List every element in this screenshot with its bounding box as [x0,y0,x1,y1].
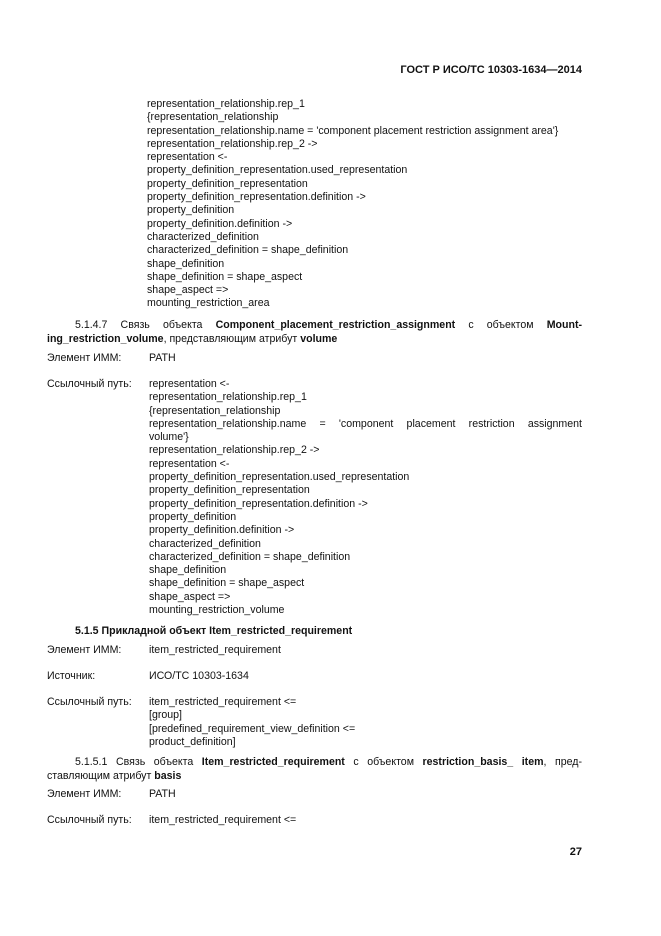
reference-path-line: property_definition.definition -> [149,524,295,537]
section-text: с объектом [353,756,414,768]
reference-path-label: Ссылочный путь: [47,814,132,826]
section-text: , представляющим атрибут [163,333,298,345]
section-text: с объектом [468,319,534,331]
reference-path-line: {representation_relationship [147,111,279,124]
reference-path-label: Ссылочный путь: [47,378,132,390]
reference-path-line: property_definition_representation [149,484,310,497]
entity-name: Component_placement_restriction_assignment [215,319,456,331]
entity-name: Item_restricted_requirement [201,756,345,768]
reference-path-line: property_definition_representation [147,177,308,190]
reference-path-line: representation_relationship.name = 'component placement restriction assignment area'} [147,124,559,137]
reference-path-line: shape_aspect => [149,590,231,603]
reference-path-line: shape_definition = shape_aspect [147,270,303,283]
source-label: Источник: [47,670,96,682]
section-5-1-5-title: 5.1.5 Прикладной объект Item_restricted_requirement [75,625,353,637]
reference-path-block-1 [147,98,558,311]
mim-element-value: PATH [149,788,176,800]
reference-path-label: Ссылочный путь: [47,696,132,708]
document-header: ГОСТ Р ИСО/ТС 10303-1634—2014 [400,64,582,76]
reference-path-line: shape_definition = shape_aspect [149,577,305,590]
reference-path-line: representation_relationship.rep_2 -> [149,444,320,457]
page-number: 27 [569,846,582,858]
reference-path-line: product_definition] [149,735,236,748]
reference-path-value: item_restricted_requirement <= [149,814,297,826]
section-text: Связь объекта [115,756,194,768]
section-number: 5.1.4.7 [75,319,108,331]
reference-path-block-3 [149,696,582,749]
reference-path-line: property_definition_representation.used_representation [147,164,408,177]
reference-path-line: property_definition_representation.definition -> [149,497,368,510]
reference-path-line: [predefined_requirement_view_definition <= [149,722,356,735]
section-5-1-5-1-paragraph [47,755,582,783]
mim-element-label: Элемент ИММ: [47,352,122,364]
reference-path-line: characterized_definition = shape_definition [149,550,351,563]
reference-path-line: property_definition_representation.definition -> [147,191,366,204]
section-text: Связь объекта [120,319,203,331]
reference-path-line: shape_definition [149,564,227,577]
reference-path-line: property_definition [147,204,235,217]
attribute-name: basis [154,770,182,782]
section-number: 5.1.5.1 [75,756,108,768]
reference-path-line: representation_relationship.rep_2 -> [147,137,318,150]
mim-element-label: Элемент ИММ: [47,644,122,656]
mim-element-label: Элемент ИММ: [47,788,122,800]
reference-path-line: representation_relationship.rep_1 [149,391,307,404]
reference-path-line: representation <- [149,378,230,390]
source-value: ИСО/ТС 10303-1634 [149,670,249,682]
reference-path-line: representation <- [149,457,230,470]
section-5-1-4-7-paragraph [47,318,582,346]
reference-path-line: characterized_definition [147,230,259,243]
reference-path-line: characterized_definition [149,537,261,550]
reference-path-line: {representation_relationship [149,404,281,417]
reference-path-line: characterized_definition = shape_definition [147,244,349,257]
target-entity-name: Mount-ing_restriction_volume [47,319,582,345]
reference-path-block-2 [149,378,582,617]
reference-path-line: shape_definition [147,257,225,270]
reference-path-line: [group] [149,709,182,722]
reference-path-line: mounting_restriction_volume [149,604,285,617]
section-text: , пред-ставляющим атрибут [47,756,582,782]
mim-element-value: PATH [149,352,176,364]
reference-path-line: volume'} [149,431,189,444]
reference-path-line: item_restricted_requirement <= [149,696,297,708]
attribute-name: volume [300,333,338,345]
reference-path-line: representation_relationship.name = 'component placement restriction assignment [149,417,582,430]
reference-path-line: representation <- [147,151,228,164]
reference-path-line: shape_aspect => [147,284,229,297]
target-entity-name: restriction_basis_ item [422,756,544,768]
reference-path-line: property_definition.definition -> [147,217,293,230]
reference-path-line: property_definition_representation.used_representation [149,471,410,484]
mim-element-value: item_restricted_requirement [149,644,281,656]
reference-path-line: property_definition [149,510,237,523]
reference-path-line: mounting_restriction_area [147,297,270,310]
reference-path-line: representation_relationship.rep_1 [147,98,305,110]
